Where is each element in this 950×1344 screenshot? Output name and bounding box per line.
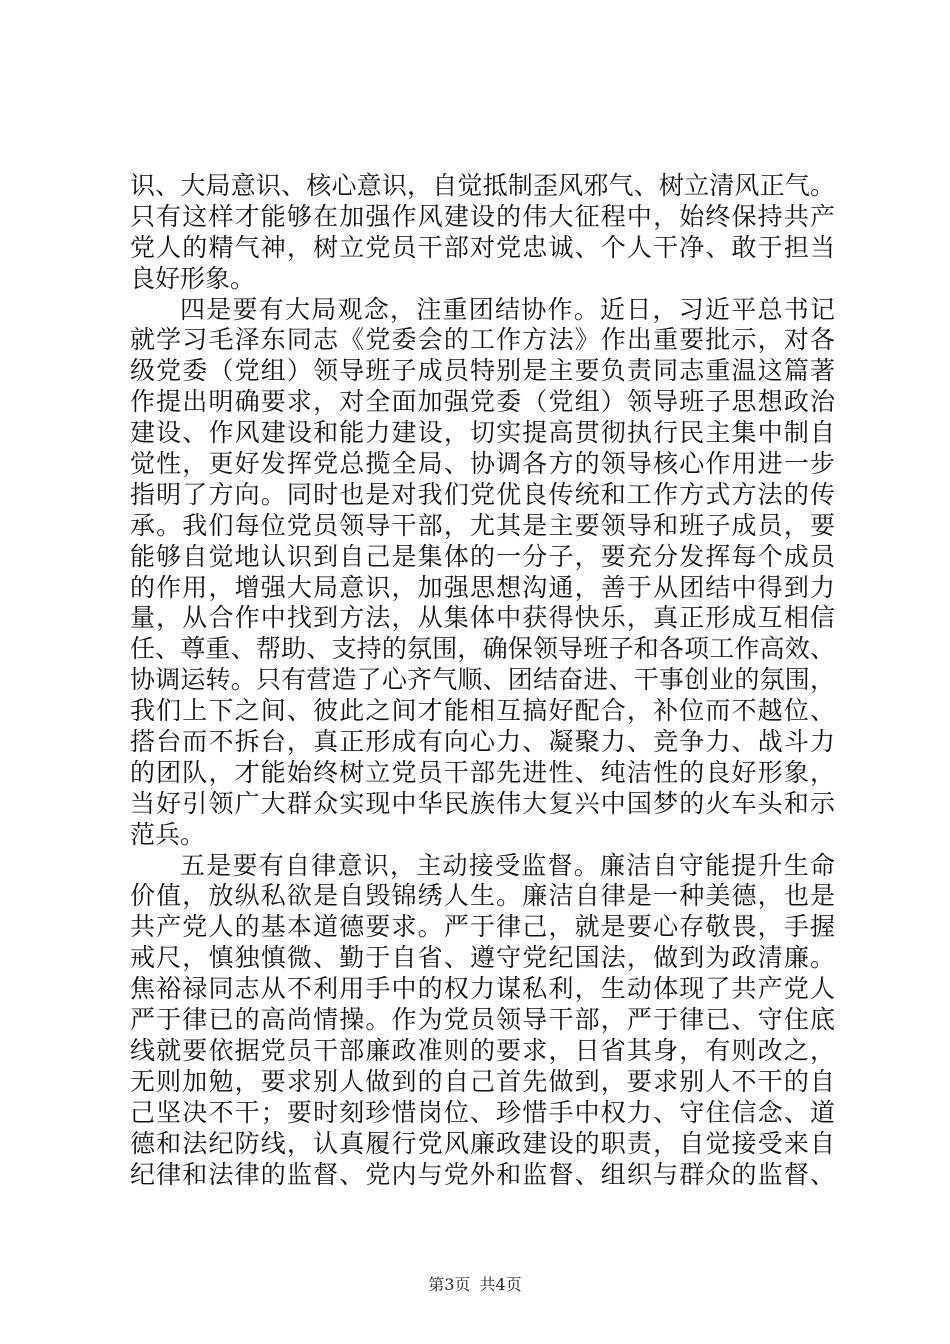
text-line: 建设、作风建设和能力建设，切实提高贯彻执行民主集中制自 — [130, 418, 835, 448]
text-line: 的团队，才能始终树立党员干部先进性、纯洁性的良好形象， — [130, 757, 835, 787]
text-line: 党人的精气神，树立党员干部对党忠诚、个人干净、敢于担当 — [130, 232, 835, 262]
text-line: 任、尊重、帮助、支持的氛围，确保领导班子和各项工作高效、 — [130, 634, 835, 664]
text-line: 只有这样才能够在加强作风建设的伟大征程中，始终保持共产 — [130, 201, 835, 231]
text-line: 范兵。 — [130, 819, 206, 849]
text-line: 共产党人的基本道德要求。严于律己，就是要心存敬畏，手握 — [130, 912, 835, 942]
text-line: 作提出明确要求，对全面加强党委（党组）领导班子思想政治 — [130, 387, 835, 417]
text-line: 良好形象。 — [130, 263, 256, 293]
page-total: 共4页 — [479, 1275, 522, 1294]
document-body — [130, 171, 835, 1190]
text-line: 德和法纪防线，认真履行党风廉政建设的职责，自觉接受来自 — [130, 1128, 835, 1158]
text-line: 能够自觉地认识到自己是集体的一分子，要充分发挥每个成员 — [130, 541, 835, 571]
text-line: 我们上下之间、彼此之间才能相互搞好配合，补位而不越位、 — [130, 696, 835, 726]
text-line: 协调运转。只有营造了心齐气顺、团结奋进、干事创业的氛围， — [130, 665, 835, 695]
page-footer — [0, 1272, 950, 1295]
text-line: 指明了方向。同时也是对我们党优良传统和工作方式方法的传 — [130, 479, 835, 509]
text-line: 的作用，增强大局意识，加强思想沟通，善于从团结中得到力 — [130, 572, 835, 602]
text-line: 己坚决不干；要时刻珍惜岗位、珍惜手中权力、守住信念、道 — [130, 1097, 835, 1127]
text-line: 戒尺，慎独慎微、勤于自省、遵守党纪国法，做到为政清廉。 — [130, 943, 835, 973]
text-line: 焦裕禄同志从不利用手中的权力谋私利，生动体现了共产党人 — [130, 974, 835, 1004]
text-line: 价值，放纵私欲是自毁锦绣人生。廉洁自律是一种美德，也是 — [130, 881, 835, 911]
text-line: 线就要依据党员干部廉政准则的要求，日省其身，有则改之， — [130, 1035, 835, 1065]
text-line: 识、大局意识、核心意识，自觉抵制歪风邪气、树立清风正气。 — [130, 171, 835, 200]
text-line: 搭台而不拆台，真正形成有向心力、凝聚力、竞争力、战斗力 — [130, 727, 835, 757]
paragraph-start-line: 五是要有自律意识，主动接受监督。廉洁自守能提升生命 — [180, 850, 835, 880]
text-line: 级党委（党组）领导班子成员特别是主要负责同志重温这篇著 — [130, 356, 835, 386]
text-line: 无则加勉，要求别人做到的自己首先做到，要求别人不干的自 — [130, 1066, 835, 1096]
page-number: 第3页 — [428, 1275, 471, 1294]
text-line: 当好引领广大群众实现中华民族伟大复兴中国梦的火车头和示 — [130, 788, 835, 818]
text-line: 纪律和法律的监督、党内与党外和监督、组织与群众的监督、 — [130, 1159, 835, 1189]
text-line: 严于律已的高尚情操。作为党员领导干部，严于律已、守住底 — [130, 1005, 835, 1035]
text-line: 量，从合作中找到方法，从集体中获得快乐，真正形成互相信 — [130, 603, 835, 633]
text-line: 就学习毛泽东同志《党委会的工作方法》作出重要批示，对各 — [130, 325, 835, 355]
paragraph-start-line: 四是要有大局观念，注重团结协作。近日，习近平总书记 — [180, 294, 835, 324]
text-line: 承。我们每位党员领导干部，尤其是主要领导和班子成员，要 — [130, 510, 835, 540]
text-line: 觉性，更好发挥党总揽全局、协调各方的领导核心作用进一步 — [130, 449, 835, 479]
